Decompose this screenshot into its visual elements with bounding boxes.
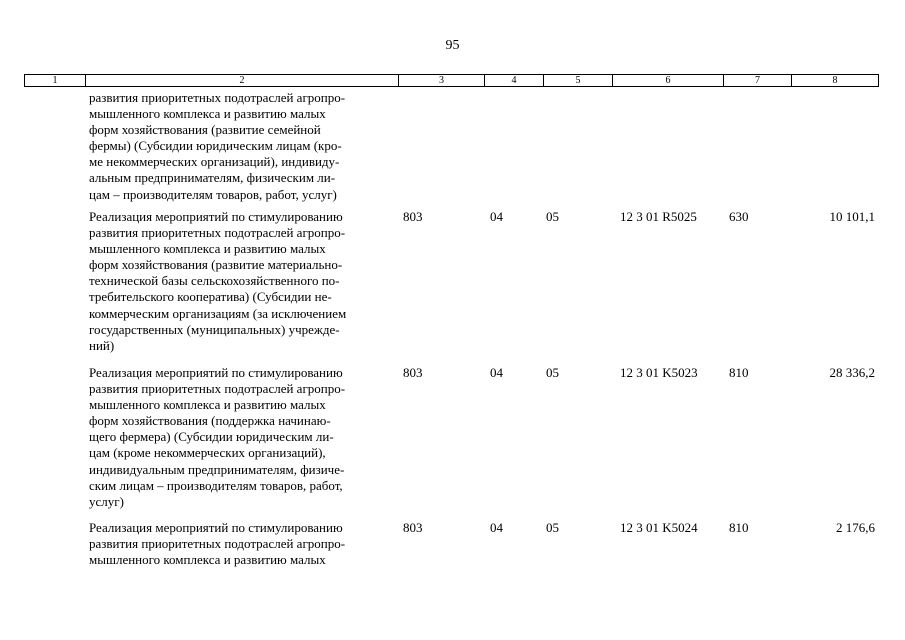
target-article-code: 12 3 01 K5024: [620, 520, 698, 535]
description-line: требительского кооператива) (Субсидии не-: [89, 289, 332, 305]
description-line: ний): [89, 337, 115, 353]
description-line: развития приоритетных подотраслей агропро-: [89, 381, 346, 397]
target-article-code: 12 3 01 K5023: [620, 365, 698, 380]
row-description: [89, 90, 394, 203]
page-number: 95: [445, 38, 460, 53]
description-line: щего фермера) (Субсидии юридическим ли-: [89, 429, 334, 445]
subsection-code: 05: [546, 365, 559, 380]
description-line: мышленного комплекса и развитию малых: [89, 397, 326, 413]
description-line: коммерческим организациям (за исключением: [89, 305, 347, 321]
header-col-6: 6: [613, 75, 724, 86]
description-line: развития приоритетных подотраслей агропро-: [89, 225, 346, 241]
description-line: фермы) (Субсидии юридическим лицам (кро-: [89, 138, 342, 154]
section-code: 04: [490, 520, 503, 535]
amount-value: 28 336,2: [829, 365, 875, 380]
description-line: цам – производителям товаров, работ, услуг): [89, 186, 337, 202]
description-line: мышленного комплекса и развитию малых: [89, 241, 326, 257]
description-line: альным предпринимателям, физическим ли-: [89, 170, 336, 186]
row-description: [89, 209, 394, 354]
subsection-code: 05: [546, 209, 559, 224]
description-line: индивидуальным предпринимателям, физиче-: [89, 461, 345, 477]
description-line: форм хозяйствования (развитие семейной: [89, 122, 321, 138]
description-line: цам (кроме некоммерческих организаций),: [89, 445, 326, 461]
description-line: Реализация мероприятий по стимулированию: [89, 520, 343, 535]
description-line: ским лицам – производителям товаров, работ,: [89, 477, 343, 493]
target-article-code: 12 3 01 R5025: [620, 209, 697, 224]
header-col-5: 5: [544, 75, 613, 86]
ministry-code: 803: [403, 365, 423, 380]
description-line: форм хозяйствования (развитие материально-: [89, 257, 343, 273]
description-line: Реализация мероприятий по стимулированию: [89, 365, 343, 380]
description-line: ме некоммерческих организаций), индивиду-: [89, 154, 340, 170]
description-line: мышленного комплекса и развитию малых: [89, 106, 326, 122]
ministry-code: 803: [403, 209, 423, 224]
expense-type-code: 810: [729, 520, 749, 535]
section-code: 04: [490, 209, 503, 224]
header-col-1: 1: [25, 75, 86, 86]
amount-value: 10 101,1: [829, 209, 875, 224]
header-col-7: 7: [724, 75, 792, 86]
header-col-3: 3: [399, 75, 485, 86]
section-code: 04: [490, 365, 503, 380]
description-line: развития приоритетных подотраслей агропро-: [89, 536, 346, 552]
table-header-row: [24, 74, 879, 87]
amount-value: 2 176,6: [836, 520, 875, 535]
ministry-code: 803: [403, 520, 423, 535]
row-description: [89, 520, 394, 568]
description-line: технической базы сельскохозяйственного по-: [89, 273, 340, 289]
row-description: [89, 365, 394, 510]
description-line: Реализация мероприятий по стимулированию: [89, 209, 343, 224]
expense-type-code: 810: [729, 365, 749, 380]
description-line: мышленного комплекса и развитию малых: [89, 552, 326, 568]
description-line: государственных (муниципальных) учрежде-: [89, 321, 340, 337]
header-col-8: 8: [832, 75, 838, 86]
expense-type-code: 630: [729, 209, 749, 224]
subsection-code: 05: [546, 520, 559, 535]
description-line: форм хозяйствования (поддержка начинаю-: [89, 413, 331, 429]
description-line: услуг): [89, 493, 124, 509]
header-col-2: 2: [86, 75, 399, 86]
header-col-4: 4: [485, 75, 544, 86]
description-line: развития приоритетных подотраслей агропро-: [89, 90, 346, 105]
